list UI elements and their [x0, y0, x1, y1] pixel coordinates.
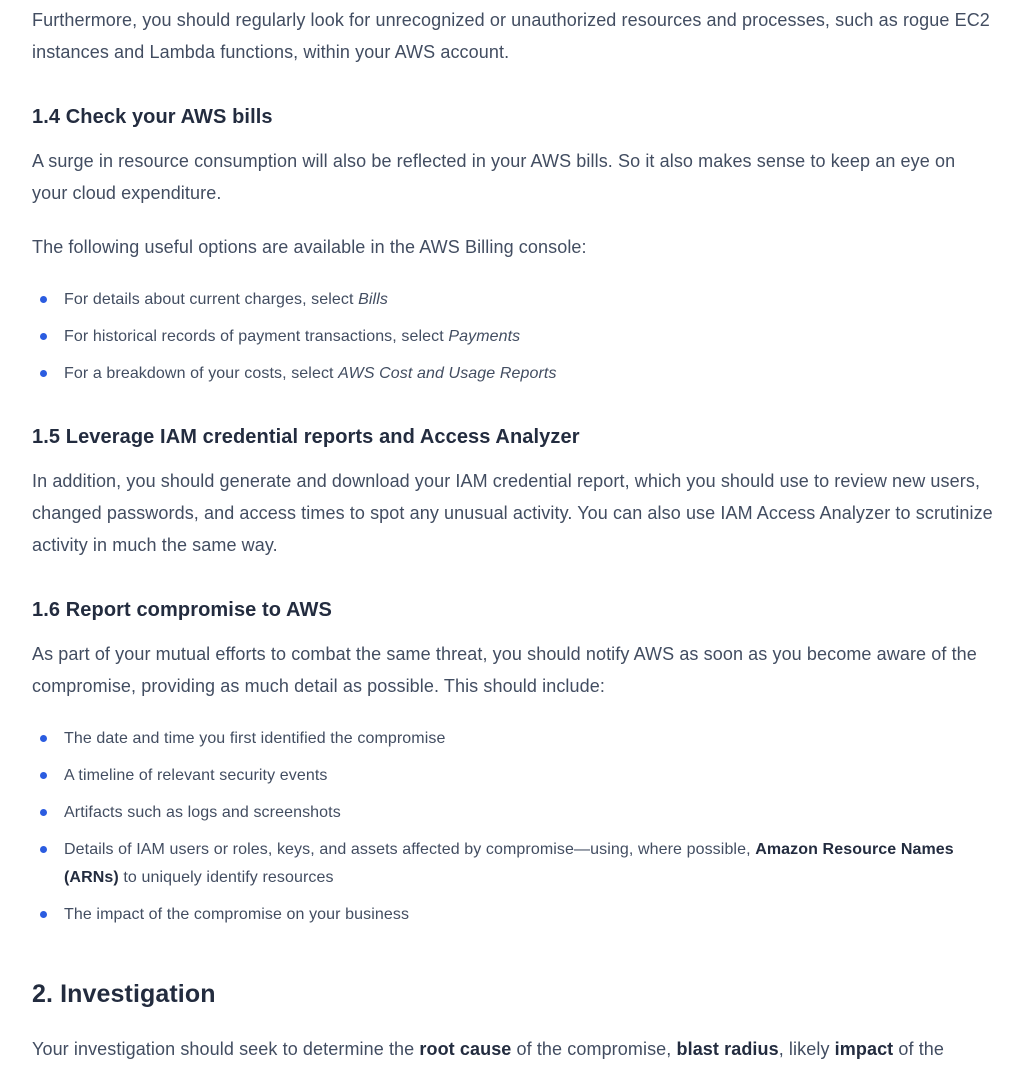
list-item-text: For details about current charges, select [64, 291, 359, 308]
list-item [32, 836, 994, 892]
bullet-dot-icon [40, 846, 47, 853]
section-heading-1-5: 1.5 Leverage IAM credential reports and Access Analyzer [32, 426, 580, 448]
section-1-4-paragraph-1: A surge in resource consumption will also be reflected in your AWS bills. So it also makes sense to keep an eye on your cloud expenditure. [32, 151, 956, 203]
section-heading-1-4: 1.4 Check your AWS bills [32, 106, 273, 128]
list-item-text: The impact of the compromise on your business [64, 906, 410, 923]
bullet-dot-icon [40, 911, 47, 918]
bullet-dot-icon [40, 296, 47, 303]
list-item-text: For historical records of payment transactions, select [64, 328, 449, 345]
list-item [32, 762, 994, 790]
billing-options-list [32, 286, 994, 388]
list-item-text: Details of IAM users or roles, keys, and assets affected by compromise—using, where possible, [64, 841, 756, 858]
list-item-bold: Amazon Resource Names (ARNs) [64, 841, 954, 886]
list-item-italic: Bills [358, 291, 388, 308]
list-item-text: to uniquely identify resources [118, 869, 334, 886]
list-item [32, 725, 994, 753]
list-item-text: A timeline of relevant security events [64, 767, 328, 784]
list-item-text: The date and time you first identified the compromise [64, 730, 446, 747]
paragraph-bold: root cause [419, 1039, 512, 1059]
section-2-paragraph [32, 1033, 994, 1065]
list-item [32, 286, 994, 314]
paragraph-text: of the compromise, [511, 1039, 677, 1059]
list-item [32, 360, 994, 388]
section-heading-1-6: 1.6 Report compromise to AWS [32, 599, 332, 621]
section-1-6-paragraph: As part of your mutual efforts to combat the same threat, you should notify AWS as soon as you become aware of the compromise, providing as much detail as possible. This should include: [32, 644, 977, 696]
list-item-text: For a breakdown of your costs, select [64, 365, 339, 382]
bullet-dot-icon [40, 333, 47, 340]
section-1-4-paragraph-2: The following useful options are available in the AWS Billing console: [32, 237, 587, 257]
paragraph-bold: blast radius [676, 1039, 779, 1059]
paragraph-bold: impact [834, 1039, 894, 1059]
bullet-dot-icon [40, 735, 47, 742]
bullet-dot-icon [40, 370, 47, 377]
list-item-text: Artifacts such as logs and screenshots [64, 804, 341, 821]
list-item [32, 901, 994, 929]
list-item-italic: Payments [448, 328, 521, 345]
bullet-dot-icon [40, 772, 47, 779]
section-heading-2: 2. Investigation [32, 980, 216, 1008]
list-item-italic: AWS Cost and Usage Reports [338, 365, 557, 382]
compromise-report-list [32, 725, 994, 929]
section-1-5-paragraph: In addition, you should generate and download your IAM credential report, which you should use to review new users, changed passwords, and access times to spot any unusual activity. You can also use IAM Access Analyzer to scrutinize activity in much the same way. [32, 471, 993, 555]
list-item [32, 323, 994, 351]
paragraph-text: , likely [778, 1039, 835, 1059]
paragraph-text: Your investigation should seek to determine the [32, 1039, 420, 1059]
paragraph-text: of the [893, 1039, 945, 1059]
intro-paragraph: Furthermore, you should regularly look for unrecognized or unauthorized resources and processes, such as rogue EC2 instances and Lambda functions, within your AWS account. [32, 10, 990, 62]
bullet-dot-icon [40, 809, 47, 816]
list-item [32, 799, 994, 827]
